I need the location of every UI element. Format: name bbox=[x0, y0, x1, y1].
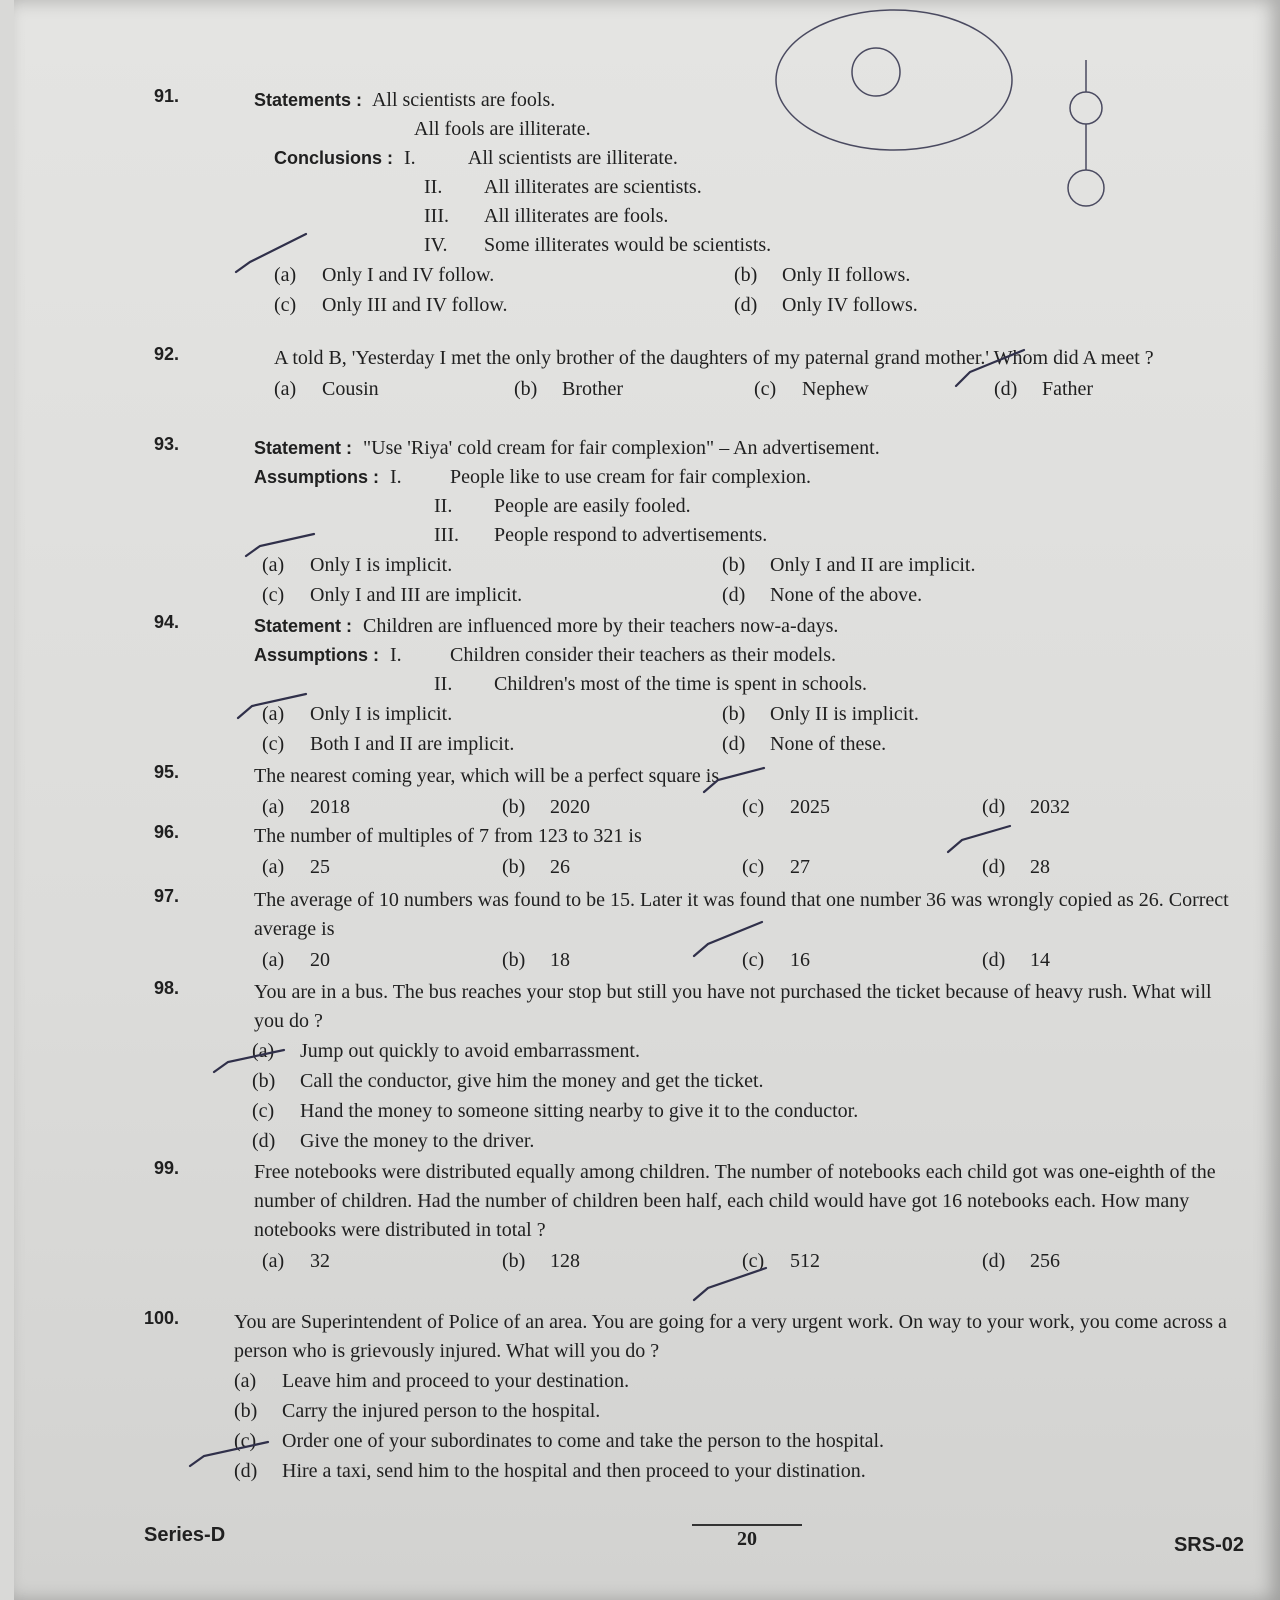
option-d[interactable]: (d) 14 bbox=[982, 949, 1050, 971]
option-d[interactable]: (d) Father bbox=[994, 378, 1094, 400]
question-text: The number of multiples of 7 from 123 to 321 is bbox=[254, 825, 642, 847]
option-b[interactable]: (b) Only II is implicit. bbox=[722, 703, 919, 725]
option-c[interactable]: (c) Nephew bbox=[754, 378, 869, 400]
assumption-item: II. Children's most of the time is spent in schools. bbox=[434, 673, 868, 695]
conclusions-label: Conclusions : bbox=[274, 148, 394, 168]
question-98 bbox=[154, 978, 1244, 1158]
option-b[interactable]: (b) Brother bbox=[514, 378, 624, 400]
question-number: 91. bbox=[154, 86, 180, 106]
question-number: 94. bbox=[154, 612, 180, 632]
question-95 bbox=[154, 762, 1244, 822]
option-c[interactable]: (c) 512 bbox=[742, 1250, 820, 1272]
series-label: Series-D bbox=[144, 1524, 226, 1546]
option-c[interactable]: (c) Hand the money to someone sitting nearby to give it to the conductor. bbox=[252, 1100, 859, 1122]
assumptions-label: Assumptions : bbox=[254, 467, 380, 487]
option-list bbox=[262, 550, 1244, 610]
option-a[interactable]: (a) 32 bbox=[262, 1250, 330, 1272]
exam-page bbox=[14, 0, 1280, 1600]
paper-code: SRS-02 bbox=[1173, 1534, 1244, 1556]
page-number: 20 bbox=[692, 1524, 802, 1551]
conclusion-item: II. All illiterates are scientists. bbox=[424, 176, 702, 198]
statement-label: Statement : bbox=[254, 438, 353, 458]
assumptions-label: Assumptions : bbox=[254, 645, 380, 665]
question-text: A told B, 'Yesterday I met the only brother of the daughters of my paternal grand mother.' Whom did A meet ? bbox=[274, 347, 1154, 369]
option-a[interactable]: (a) Leave him and proceed to your destination. bbox=[234, 1370, 630, 1392]
question-91: 91. Statements : All scientists are fools. All fools are illiterate. Conclusions : I. All scientists are illiterate. II. All illiterates are scientists. III. All illiterates are fools. IV. Some illiterates would be scientists. (a) Only I and IV follow. (b) Only II follows. (c) Only III and IV follow. (d) Only IV follows. bbox=[164, 86, 1244, 344]
assumption-item: III. People respond to advertisements. bbox=[434, 524, 768, 546]
conclusion-item: All scientists are illiterate. bbox=[467, 147, 678, 169]
option-c[interactable]: (c) 27 bbox=[742, 856, 810, 878]
question-number: 92. bbox=[154, 344, 180, 364]
question-list bbox=[144, 86, 1244, 1498]
option-d[interactable]: (d) 28 bbox=[982, 856, 1050, 878]
option-b[interactable]: (b) 18 bbox=[502, 949, 570, 971]
option-list bbox=[262, 1245, 1244, 1277]
option-b[interactable]: (b) 2020 bbox=[502, 796, 590, 818]
option-list bbox=[262, 791, 1244, 823]
question-99 bbox=[154, 1158, 1244, 1308]
statement-text: All fools are illiterate. bbox=[414, 118, 591, 140]
statement-label: Statement : bbox=[254, 616, 353, 636]
question-text: Free notebooks were distributed equally among children. The number of notebooks each child got was one-eighth of the number of children. Had the number of children been half, each child would have got 16 notebooks each. How many notebooks were distributed in total ? bbox=[254, 1161, 1216, 1241]
option-list bbox=[262, 699, 1244, 759]
option-list bbox=[252, 1036, 1244, 1156]
question-number: 96. bbox=[154, 822, 180, 842]
option-b[interactable]: (b) Call the conductor, give him the money and get the ticket. bbox=[252, 1070, 764, 1092]
question-number: 98. bbox=[154, 978, 180, 998]
option-list bbox=[274, 260, 1244, 320]
question-text: The average of 10 numbers was found to be 15. Later it was found that one number 36 was wrongly copied as 26. Correct average is bbox=[254, 889, 1229, 940]
option-b[interactable]: (b) 26 bbox=[502, 856, 570, 878]
option-c[interactable]: (c) 16 bbox=[742, 949, 810, 971]
option-a[interactable]: (a) Jump out quickly to avoid embarrassment. bbox=[252, 1040, 640, 1062]
question-93: 93. Statement : "Use 'Riya' cold cream for fair complexion" – An advertisement. Assumptions : I. People like to use cream for fair complexion. II. People are easily fooled. III. People respond to advertisements. (a) Only I is implicit. (b) Only I and II are implicit. (c) Only I and III are implicit. (d) None of the above. bbox=[164, 434, 1244, 612]
statements-label: Statements : bbox=[254, 90, 363, 110]
statement-text: All scientists are fools. bbox=[371, 89, 556, 111]
assumption-item: II. People are easily fooled. bbox=[434, 495, 691, 517]
question-92 bbox=[154, 344, 1244, 434]
option-a[interactable]: (a) Cousin bbox=[274, 378, 379, 400]
option-d[interactable]: (d) None of the above. bbox=[722, 584, 923, 606]
option-a[interactable]: (a) Only I is implicit. bbox=[262, 703, 453, 725]
option-d[interactable]: (d) None of these. bbox=[722, 733, 887, 755]
question-100 bbox=[144, 1308, 1244, 1498]
question-text: You are in a bus. The bus reaches your stop but still you have not purchased the ticket because of heavy rush. What will you do ? bbox=[254, 981, 1212, 1032]
assumption-item: Children consider their teachers as their models. bbox=[450, 644, 837, 666]
conclusion-item: III. All illiterates are fools. bbox=[424, 205, 669, 227]
option-d[interactable]: (d) Only IV follows. bbox=[734, 294, 918, 316]
option-list bbox=[262, 851, 1244, 883]
question-94: 94. Statement : Children are influenced more by their teachers now-a-days. Assumptions : I. Children consider their teachers as their models. II. Children's most of the time is spent in schools. (a) Only I is implicit. (b) Only II is implicit. (c) Both I and II are implicit. (d) None of these. bbox=[164, 612, 1244, 762]
option-d[interactable]: (d) Hire a taxi, send him to the hospital and then proceed to your distination. bbox=[234, 1460, 866, 1482]
question-number: 97. bbox=[154, 886, 180, 906]
option-list bbox=[262, 944, 1244, 976]
question-number: 95. bbox=[154, 762, 180, 782]
option-a[interactable]: (a) 25 bbox=[262, 856, 330, 878]
question-number: 93. bbox=[154, 434, 180, 454]
option-c[interactable]: (c) Both I and II are implicit. bbox=[262, 733, 515, 755]
option-b[interactable]: (b) Carry the injured person to the hospital. bbox=[234, 1400, 601, 1422]
option-c[interactable]: (c) Order one of your subordinates to come and take the person to the hospital. bbox=[234, 1430, 885, 1452]
option-b[interactable]: (b) 128 bbox=[502, 1250, 580, 1272]
option-list bbox=[274, 373, 1244, 405]
option-c[interactable]: (c) Only III and IV follow. bbox=[274, 294, 508, 316]
option-a[interactable]: (a) 20 bbox=[262, 949, 330, 971]
assumption-item: People like to use cream for fair complexion. bbox=[450, 466, 812, 488]
question-text: You are Superintendent of Police of an area. You are going for a very urgent work. On way to your work, you come across a person who is grievously injured. What will you do ? bbox=[234, 1311, 1227, 1362]
option-a[interactable]: (a) 2018 bbox=[262, 796, 350, 818]
option-b[interactable]: (b) Only I and II are implicit. bbox=[722, 554, 976, 576]
conclusion-item: IV. Some illiterates would be scientists. bbox=[424, 234, 772, 256]
option-d[interactable]: (d) 2032 bbox=[982, 796, 1070, 818]
question-96 bbox=[154, 822, 1244, 886]
question-number: 99. bbox=[154, 1158, 180, 1178]
statement-text: "Use 'Riya' cold cream for fair complexion" – An advertisement. bbox=[363, 437, 880, 459]
option-list bbox=[234, 1366, 1244, 1486]
option-a[interactable]: (a) Only I is implicit. bbox=[262, 554, 453, 576]
option-c[interactable]: (c) Only I and III are implicit. bbox=[262, 584, 523, 606]
question-97 bbox=[154, 886, 1244, 978]
option-d[interactable]: (d) Give the money to the driver. bbox=[252, 1130, 535, 1152]
option-b[interactable]: (b) Only II follows. bbox=[734, 264, 911, 286]
question-number: 100. bbox=[144, 1308, 180, 1328]
option-a[interactable]: (a) Only I and IV follow. bbox=[274, 264, 495, 286]
option-d[interactable]: (d) 256 bbox=[982, 1250, 1060, 1272]
option-c[interactable]: (c) 2025 bbox=[742, 796, 830, 818]
question-text: The nearest coming year, which will be a perfect square is bbox=[254, 765, 720, 787]
statement-text: Children are influenced more by their teachers now-a-days. bbox=[363, 615, 839, 637]
